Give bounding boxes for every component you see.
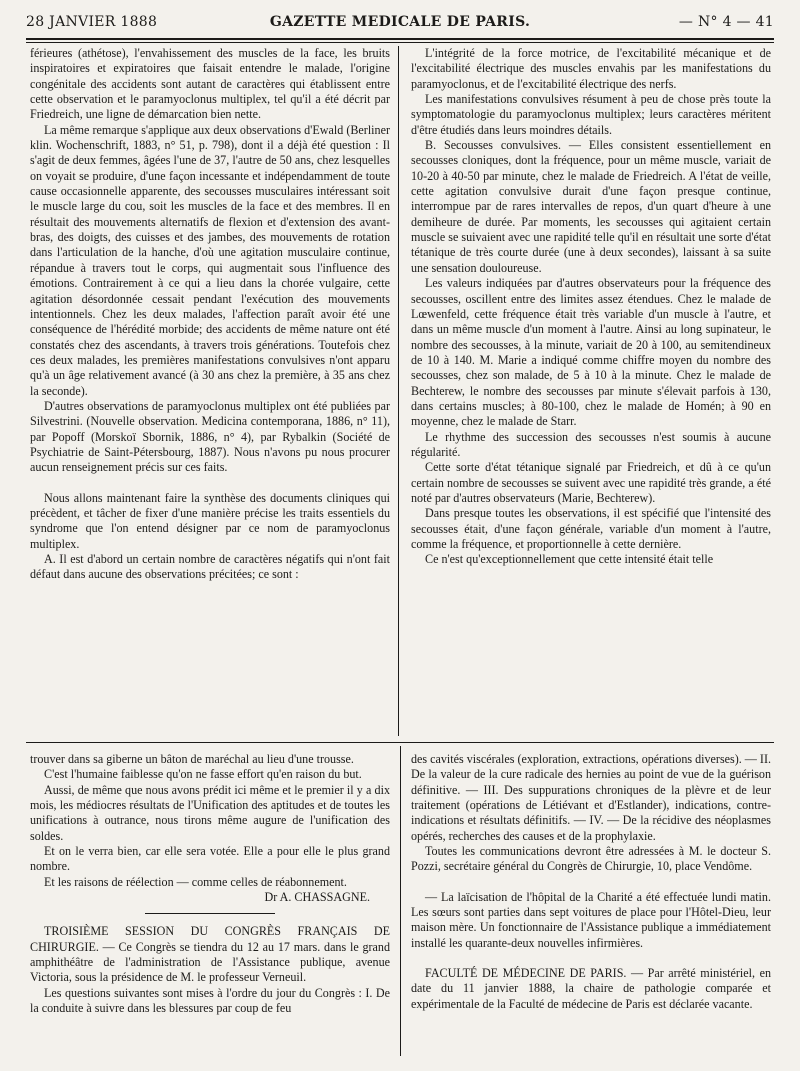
- header-rule-thick: [26, 38, 774, 40]
- paragraph: Les questions suivantes sont mises à l'ordre du jour du Congrès : I. De la conduite à suivre dans les blessures par coup de feu: [30, 985, 390, 1016]
- paragraph: Toutes les communications devront être adressées à M. le docteur S. Pozzi, secrétaire général du Congrès de Chirurgie, 10, place Vendôme.: [411, 844, 771, 874]
- paragraph: D'autres observations de paramyoclonus multiplex ont été publiées par Silvestrini. (Nouvelle observation. Medicina contemporana, 1886, n° 11), par Popoff (Morskoï Sbornik, 1886, n° 4), par Rybalkin (Société de Psychiatrie de Saint-Pétersbourg, 1887). Nous n'avons pu nous procurer aucun renseignement précis sur ces faits.: [30, 398, 390, 475]
- paragraph: B. Secousses convulsives. — Elles consistent essentiellement en secousses cloniques, dont la fréquence, pour un même muscle, variait de 10-20 à 40-50 par minute, chez le malade de Friedreich. A l'état de veille, cette agitation convulsive durait d'une façon presque continue, interrompue par de rares intervalles de repos, d'un quart d'heure à une demiheure de durée. Par moments, les secousses qui agitaient certain muscle se suivaient avec une rapidité telle qu'il en résultait une sorte d'état tétanique de très courte durée (une à deux secondes), laissant à sa suite une sensation douloureuse.: [411, 138, 771, 275]
- paragraph: La même remarque s'applique aux deux observations d'Ewald (Berliner klin. Wochenschrift, 1883, n° 51, p. 798), dont il a déjà été question : Il s'agit de deux femmes, âgées l'une de 37, l'autre de 50 ans, chez lesquelles on voyait se produire, d'une façon incessante et indépendamment de toute cause occasionnelle apparente, des secousses musculaires intéressant soit le muscle large du cou, soit les muscles de la face et des membres. Il en résultait des mouvements alternatifs de flexion et d'extension des avant-bras, des doigts, des cuisses et des jambes, des mouvements de rotation dans l'articulation de la hanche, d'où une agitation musculaire continue, répandue à travers tout le corps, qui augmentait sous l'influence des émotions. Contrairement à ce qui a lieu dans la chorée vulgaire, cette agitation désordonnée cessait pendant l'exécution des mouvements intentionnels. Chez les deux malades, l'affection paraît avoir été une conséquence de l'hérédité morbide; des accidents de même nature ont été constatés chez des ascendants, à travers trois générations. Toutefois chez ces deux malades, les premières manifestations convulsives n'ont apparu qu'à un âge relativement avancé (à 30 ans chez la première, à 35 ans chez la seconde).: [30, 122, 390, 398]
- paragraph: trouver dans sa giberne un bâton de maréchal au lieu d'une trousse.: [30, 752, 354, 766]
- paragraph: A. Il est d'abord un certain nombre de caractères négatifs qui n'ont fait défaut dans aucune des observations précitées; ce sont :: [30, 552, 390, 582]
- paragraph: L'intégrité de la force motrice, de l'excitabilité mécanique et de l'excitabilité électrique des muscles envahis par les manifestations du paramyoclonus, et de l'excitabilité électrique des nerfs.: [411, 46, 771, 91]
- header-page-number: — N° 4 — 41: [678, 14, 774, 30]
- signature: Dr A. CHASSAGNE.: [264, 890, 370, 905]
- paragraph: Le rhythme des succession des secousses n'est soumis à aucune régularité.: [411, 429, 771, 459]
- paragraph: FACULTÉ DE MÉDECINE DE PARIS. — Par arrêté ministériel, en date du 11 janvier 1888, la chaire de pathologie comparée et expérimentale de la Faculté de médecine de Paris est déclarée vacante.: [411, 966, 771, 1011]
- paragraph: — La laïcisation de l'hôpital de la Charité a été effectuée lundi matin. Les sœurs sont parties dans sept voitures de place pour l'Hôtel-Dieu, leur maison mère. Un fonctionnaire de l'Assistance publique a immédiatement installé les quarante-deux nouvelles infirmières.: [411, 889, 771, 950]
- column-divider: [400, 746, 401, 1056]
- short-divider: [145, 913, 275, 914]
- paragraph: des cavités viscérales (exploration, extractions, opérations diverses). — II. De la valeur de la cure radicale des hernies au point de vue de la guérison définitive. — III. Des suppurations chroniques de la plèvre et de leur traitement (opérations de Létiévant et d'Estlander), indications, contre-indications et résultats définitifs. — IV. — De la récidive des néoplasmes opérés, recherches des causes et de la prophylaxie.: [411, 752, 772, 843]
- paragraph: Cette sorte d'état tétanique signalé par Friedreich, et dû à ce qu'un certain nombre de secousses se suivent avec une rapidité très grande, a été noté par d'autres observateurs (Marie, Bechterew).: [411, 460, 771, 505]
- paragraph: férieures (athétose), l'envahissement des muscles de la face, les bruits inspiratoires et expiratoires que faisait entendre le malade, l'origine congénitale des accidents sont autant de caractères qui établissent entre cette observation et le paramyoclonus multiplex, tel qu'il a été décrit par Friedreich, une ligne de démarcation bien nette.: [30, 46, 390, 122]
- header-rule-thin: [26, 42, 774, 43]
- paragraph: TROISIÈME SESSION DU CONGRÈS FRANÇAIS DE CHIRURGIE. — Ce Congrès se tiendra du 12 au 17 mars. dans le grand amphithéâtre de l'administration de l'Assistance publique, avenue Victoria, sous la présidence de M. le professeur Verneuil.: [30, 924, 390, 985]
- paragraph: Dans presque toutes les observations, il est spécifié que l'intensité des secousses était, d'une façon générale, variable d'un moment à l'autre, comme la fréquence, et proportionnelle à cette dernière.: [411, 506, 771, 551]
- paragraph: Les manifestations convulsives résument à peu de chose près toute la symptomatologie du paramyoclonus multiplex; leurs caractères méritent d'être étudiés dans leurs moindres détails.: [411, 92, 771, 137]
- paragraph: C'est l'humaine faiblesse qu'on ne fasse effort qu'en raison du but.: [44, 767, 362, 782]
- section-divider: [26, 742, 774, 743]
- paragraph: Les valeurs indiquées par d'autres observateurs pour la fréquence des secousses, oscillent entre des limites assez étendues. Chez le malade de Lœwenfeld, cette fréquence était très variable d'un muscle à l'autre, et dans un même muscle d'un moment à l'autre. Ainsi au long supinateur, le nombre des secousses, à la minute, variait de 20 à 100, au semitendineux de 10 à 140. M. Marie a indiqué comme chiffre moyen du nombre des secousses, chez son malade, de 5 à 10 à la minute. Chez le malade de Bechterew, le nombre des secousses par minute s'élevait parfois à 130, dans certains muscles; à 80-100, chez le malade de Homén; à 90 en moyenne, chez le malade de Starr.: [411, 276, 771, 429]
- column-divider: [398, 46, 399, 736]
- page-header: [26, 14, 774, 36]
- paragraph: Nous allons maintenant faire la synthèse des documents cliniques qui précèdent, et tâcher de fixer d'une manière précise les traits essentiels du syndrome que l'on entend désigner par ce nom de paramyoclonus multiplex.: [30, 490, 390, 551]
- paragraph: Et on le verra bien, car elle sera votée. Elle a pour elle le plus grand nombre.: [30, 844, 390, 874]
- article-column-right: [411, 46, 771, 568]
- paragraph: Aussi, de même que nous avons prédit ici même et le premier il y a dix mois, les médiocres résultats de l'Unification des aptitudes et de toutes les unifications à outrance, nous tirons même augure de l'unification des soldes.: [30, 782, 390, 843]
- news-column-left: [30, 752, 390, 1017]
- header-date: 28 JANVIER 1888: [26, 14, 158, 30]
- paragraph: Et les raisons de réélection — comme celles de réabonnement.: [44, 874, 347, 889]
- paragraph: Ce n'est qu'exceptionnellement que cette intensité était telle: [425, 552, 714, 567]
- header-title: GAZETTE MEDICALE DE PARIS.: [269, 14, 531, 30]
- article-column-left: [30, 46, 390, 583]
- news-column-right: [411, 752, 771, 1012]
